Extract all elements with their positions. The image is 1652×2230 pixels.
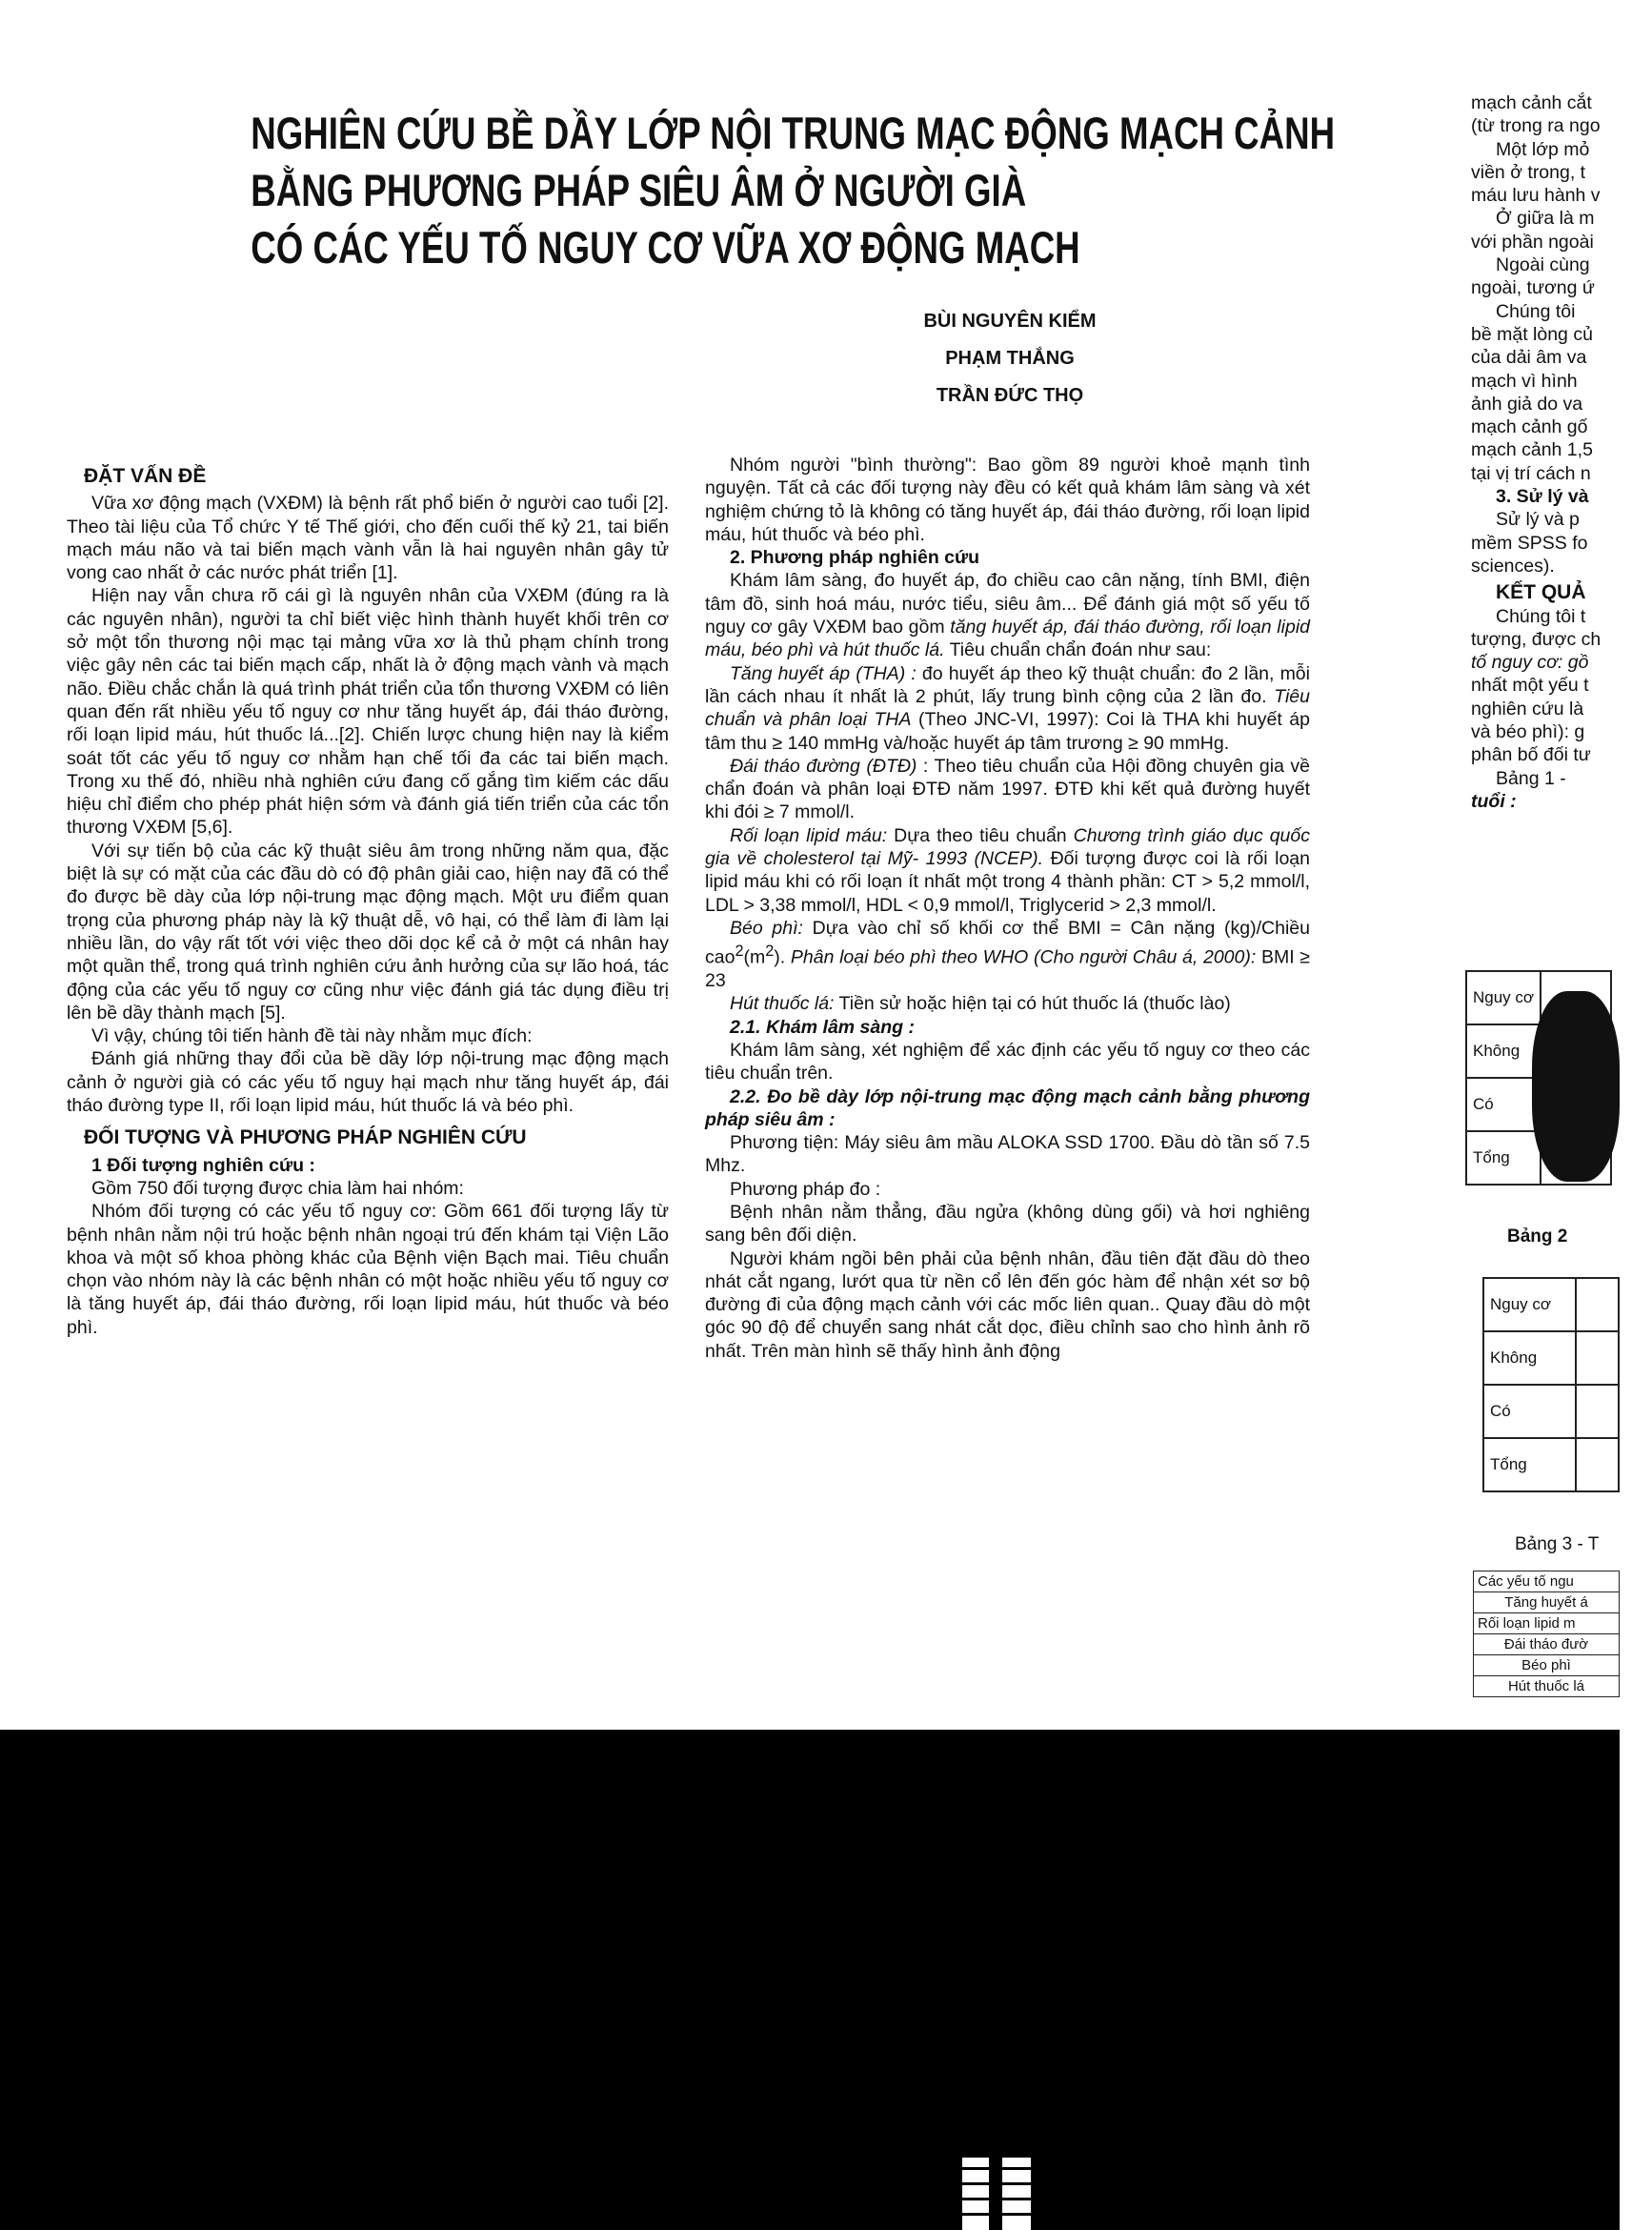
paragraph — [705, 992, 1310, 1015]
author-list — [857, 303, 1162, 415]
table-caption: Bảng 2 — [1507, 1226, 1568, 1247]
section-heading: ĐẶT VẤN ĐỀ — [84, 465, 207, 487]
text-line: mềm SPSS fo — [1471, 532, 1588, 554]
term-label: Béo phì: — [730, 917, 803, 939]
text-run: Tiêu chuẩn chẩn đoán như sau: — [944, 639, 1212, 661]
column-right-cropped — [1471, 91, 1652, 813]
table-3-fragment — [1473, 1571, 1620, 1697]
section-heading: KẾT QUẢ — [1496, 581, 1586, 604]
paragraph: Gồm 750 đối tượng được chia làm hai nhóm: — [91, 1177, 464, 1199]
paragraph: Vì vậy, chúng tôi tiến hành đề tài này nhằm mục đích: — [91, 1025, 533, 1047]
text-run: (m — [743, 946, 766, 968]
text-line: Chúng tôi t — [1496, 605, 1586, 627]
text-run: tăng huyết áp, đái tháo đường, rối loạn lipid máu, béo phì và hút thuốc lá. — [705, 617, 1310, 661]
text-line: tượng, được ch — [1471, 628, 1602, 650]
superscript: 2 — [765, 943, 775, 961]
column-middle — [705, 454, 1310, 1363]
table-row — [1474, 1634, 1620, 1655]
text-run: Dựa theo tiêu chuẩn — [887, 824, 1074, 846]
table-cell: Nguy cơ — [1466, 971, 1541, 1024]
text-line: của dải âm va — [1471, 347, 1587, 369]
table-caption: Bảng 3 - T — [1515, 1534, 1600, 1554]
text-run: Đối tượng được coi là rối loạn lipid máu khi có rối loạn ít nhất một trong 4 thành phần: CT > 5,2 mmol/l, LDL > 3,38 mmol/l, HDL < 0,9 mmol/l, Triglycerid > 2,3 mmol/l. — [705, 848, 1310, 916]
text-line: Ngoài cùng — [1496, 254, 1590, 276]
table-row — [1474, 1655, 1620, 1676]
text-run: Tiền sử hoặc hiện tại có hút thuốc lá (thuốc lào) — [834, 993, 1231, 1015]
text-line: nhất một yếu t — [1471, 675, 1589, 697]
paragraph: Người khám ngồi bên phải của bệnh nhân, đầu tiên đặt đầu dò theo nhát cắt ngang, lướt qua từ nền cổ lên đến góc hàm để nhận xét sơ bộ đường đi của động mạch cảnh với các mốc liên quan.. Quay đầu dò một góc 90 độ để chuyển sang nhát cắt dọc, điều chỉnh sao cho hình ảnh rõ nhất. Trên màn hình sẽ thấy hình ảnh động — [705, 1247, 1310, 1362]
table-cell: Rối loạn lipid m — [1474, 1613, 1620, 1634]
subsection-heading: 2.1. Khám lâm sàng : — [730, 1016, 915, 1038]
table-row — [1474, 1613, 1620, 1634]
text-line: Chúng tôi — [1496, 300, 1576, 322]
text-line: nghiên cứu là — [1471, 698, 1584, 720]
paragraph: Nhóm đối tượng có các yếu tố nguy cơ: Gồm 661 đối tượng lấy từ bệnh nhân nằm nội trú hoặc bệnh nhân ngoại trú đến khám tại Viện Lão khoa và một số khoa phòng khác của Bệnh viện Bạch mai. Tiêu chuẩn chọn vào nhóm này là các bệnh nhân có một hoặc nhiều yếu tố nguy cơ là tăng huyết áp, đái tháo đường, rối loạn lipid máu, hút thuốc và béo phì. — [67, 1201, 669, 1338]
paragraph: Phương pháp đo : — [730, 1178, 881, 1200]
title-line: NGHIÊN CỨU BỀ DẦY LỚP NỘI TRUNG MẠC ĐỘNG MẠCH CẢNH — [251, 108, 1336, 158]
text-line: ảnh giả do va — [1471, 393, 1583, 415]
paragraph — [705, 755, 1310, 824]
text-line: với phần ngoài — [1471, 231, 1594, 253]
text-line: Sử lý và p — [1496, 509, 1580, 531]
title-line: CÓ CÁC YẾU TỐ NGUY CƠ VỮA XƠ ĐỘNG MẠCH — [251, 222, 1080, 273]
text-line: sciences). — [1471, 555, 1555, 577]
term-label: Rối loạn lipid máu: — [730, 824, 888, 846]
text-line: mạch vì hình — [1471, 370, 1578, 392]
text-line: Một lớp mỏ — [1496, 138, 1590, 160]
article-title — [251, 105, 1336, 276]
title-line: BẰNG PHƯƠNG PHÁP SIÊU ÂM Ở NGƯỜI GIÀ — [251, 165, 1027, 215]
table-caption: tuổi : — [1471, 790, 1517, 812]
paragraph: Đánh giá những thay đổi của bề dầy lớp nội-trung mạc động mạch cảnh ở người già có các yếu tố nguy hại mạch như tăng huyết áp, đái tháo đường type II, rối loạn lipid máu, hút thuốc lá và béo phì. — [67, 1048, 669, 1117]
text-line: Ở giữa là m — [1496, 208, 1595, 230]
table-cell: Không — [1466, 1024, 1541, 1078]
author: TRẦN ĐỨC THỌ — [936, 385, 1084, 406]
table-caption: Bảng 1 - — [1496, 767, 1566, 789]
text-line: ngoài, tương ứ — [1471, 277, 1595, 299]
text-run: Chương trình giáo dục quốc gia về cholesterol tại Mỹ- 1993 (NCEP). — [705, 824, 1310, 870]
table-cell: Béo phì — [1474, 1655, 1620, 1676]
text-run: Tiêu chuẩn và phân loại THA — [705, 685, 1310, 731]
subsection-heading: 2. Phương pháp nghiên cứu — [730, 547, 980, 569]
scan-mark — [1002, 2154, 1031, 2230]
table-cell — [1576, 1331, 1619, 1385]
subsection-heading: 1 Đối tượng nghiên cứu : — [91, 1154, 315, 1176]
table-row — [1483, 1385, 1619, 1438]
table-2-fragment — [1482, 1277, 1620, 1492]
table-row — [1483, 1331, 1619, 1385]
table-row — [1474, 1676, 1620, 1697]
paragraph: Phương tiện: Máy siêu âm mầu ALOKA SSD 1700. Đầu dò tần số 7.5 Mhz. — [705, 1132, 1310, 1177]
paragraph: Khám lâm sàng, xét nghiệm để xác định các yếu tố nguy cơ theo các tiêu chuẩn trên. — [705, 1039, 1310, 1085]
term-label: Hút thuốc lá: — [730, 993, 835, 1015]
term-label: Tăng huyết áp (THA) : — [730, 662, 917, 684]
table-cell — [1576, 1385, 1619, 1438]
text-line: (từ trong ra ngo — [1471, 115, 1601, 137]
table-row — [1483, 1278, 1619, 1331]
table-cell: Tổng — [1466, 1131, 1541, 1185]
text-line: bề mặt lòng củ — [1471, 323, 1593, 345]
paragraph: Với sự tiến bộ của các kỹ thuật siêu âm trong những năm qua, đặc biệt là sự có mặt của các đầu dò có độ phân giải cao, hiện nay đã có thể đo được bề dày của lớp nội-trung mạc động mạch. Một ưu điểm quan trọng của phương pháp này là kỹ thuật dễ, vô hại, có thể làm đi làm lại nhiều lần, do vậy rất tốt với việc theo dõi dọc kể cả ở một cá nhân hay một quần thể, trong quá trình nghiên cứu ảnh hưởng của sự lão hoá, tác động của các yếu tố nguy cơ cũng như việc đánh giá tác dụng điều trị lên bề dầy thành mạch [5]. — [67, 840, 669, 1024]
paragraph: Bệnh nhân nằm thẳng, đầu ngửa (không dùng gối) và hơi nghiêng sang bên đối diện. — [705, 1202, 1310, 1247]
text-line: mạch cảnh cắt — [1471, 92, 1592, 113]
paragraph — [705, 824, 1310, 917]
column-left — [67, 465, 669, 1339]
text-line: phân bố đối tư — [1471, 744, 1591, 766]
paragraph: Hiện nay vẫn chưa rõ cái gì là nguyên nhân của VXĐM (đúng ra là các nguyên nhân), người ta chỉ biết việc hình thành huyết khối trên cơ sở một tổn thương nội mạc tại mảng vữa xơ là thủ phạm chính trong việc gây nên các tai biến mạch cấp, nhất là ở động mạch vành và mạch não. Điều chắc chắn là quá trình phát triển của tổn thương VXĐM có liên quan đến rất nhiều yếu tố nguy cơ như tăng huyết áp, đái tháo đường, rối loạn lipid máu, hút thuốc lá...[2]. Chiến lược chung hiện nay là kiểm soát tốt các yếu tố nguy cơ nhằm hạn chế tối đa các tai biến mạch. Trong xu thế đó, nhiều nhà nghiên cứu đang cố gắng tìm kiếm các dấu hiệu chỉ điểm cho phép phát hiện sớm và đánh giá tiến triển của các tổn thương VXĐM [5,6]. — [67, 585, 669, 839]
text-run: : Theo tiêu chuẩn của Hội đồng chuyên gia về chẩn đoán và phân loại ĐTĐ năm 1997. ĐTĐ khi kết quả đường huyết khi đói ≥ 7 mmol/l. — [705, 755, 1310, 823]
table-row — [1474, 1592, 1620, 1613]
text-run: đo huyết áp theo kỹ thuật chuẩn: đo 2 lần, mỗi lần cách nhau ít nhất là 2 phút, lấy trung bình cộng của 2 lần đo. — [705, 662, 1310, 707]
text-run: (Theo JNC-VI, 1997): Coi là THA khi huyết áp tâm thu ≥ 140 mmHg và/hoặc huyết áp tâm trương ≥ 90 mmHg. — [705, 709, 1310, 754]
text-run: Dựa vào chỉ số khối cơ thể BMI = Cân nặng (kg)/Chiều cao — [705, 917, 1311, 968]
table-cell: Có — [1466, 1078, 1541, 1131]
text-line: và béo phì): g — [1471, 721, 1585, 743]
table-cell: Các yếu tố ngu — [1474, 1571, 1620, 1592]
text-line: tại vị trí cách n — [1471, 462, 1591, 484]
table-cell: Có — [1483, 1385, 1576, 1438]
table-row — [1474, 1571, 1620, 1592]
term-label: Đái tháo đường (ĐTĐ) — [730, 755, 917, 777]
table-cell: Đái tháo đườ — [1474, 1634, 1620, 1655]
table-cell: Hút thuốc lá — [1474, 1676, 1620, 1697]
text-run: Phân loại béo phì theo WHO (Cho người Châu á, 2000): — [790, 946, 1257, 968]
author: PHẠM THẮNG — [945, 348, 1075, 369]
table-cell: Nguy cơ — [1483, 1278, 1576, 1331]
superscript: 2 — [735, 943, 744, 961]
text-run: Khám lâm sàng, đo huyết áp, đo chiều cao cân nặng, tính BMI, điện tâm đồ, sinh hoá máu, nước tiểu, siêu âm... Để đánh giá một số yếu tố nguy cơ gây VXĐM bao gồm — [705, 570, 1310, 639]
paragraph — [705, 569, 1310, 661]
scan-black-border — [0, 1730, 1620, 2230]
text-line: tố nguy cơ: gồ — [1471, 652, 1589, 674]
paragraph — [705, 917, 1310, 992]
table-cell — [1576, 1438, 1619, 1491]
text-run: BMI ≥ 23 — [705, 946, 1310, 992]
text-line: mạch cảnh gố — [1471, 416, 1588, 438]
table-cell — [1576, 1278, 1619, 1331]
text-line: máu lưu hành v — [1471, 185, 1601, 207]
table-row — [1483, 1438, 1619, 1491]
paragraph: Vữa xơ động mạch (VXĐM) là bệnh rất phổ biến ở người cao tuổi [2]. Theo tài liệu của Tổ chức Y tế Thế giới, cho đến cuối thế kỷ 21, tai biến mạch máu não và tai biến mạch vành vẫn là hai nguyên nhân gây tử vong cao nhất ở các nước phát triển [1]. — [67, 493, 669, 584]
author: BÙI NGUYÊN KIỂM — [923, 311, 1097, 332]
table-cell: Tổng — [1483, 1438, 1576, 1491]
table-cell: Tăng huyết á — [1474, 1592, 1620, 1613]
scan-mark — [962, 2154, 989, 2230]
section-heading: ĐỐI TƯỢNG VÀ PHƯƠNG PHÁP NGHIÊN CỨU — [84, 1126, 527, 1149]
text-line: mạch cảnh 1,5 — [1471, 439, 1593, 461]
text-run: ). — [774, 946, 791, 968]
scan-smudge — [1532, 991, 1620, 1182]
paragraph — [705, 662, 1310, 755]
text-line: viền ở trong, t — [1471, 161, 1586, 183]
paragraph: Nhóm người "bình thường": Bao gồm 89 người khoẻ mạnh tình nguyện. Tất cả các đối tượng này đều có kết quả khám lâm sàng và xét nghiệm chứng tỏ là không có tăng huyết áp, đái tháo đường, rối loạn lipid máu, hút thuốc và béo phì. — [705, 455, 1310, 545]
subsection-heading: 3. Sử lý và — [1496, 486, 1589, 508]
table-cell: Không — [1483, 1331, 1576, 1385]
subsection-heading: 2.2. Đo bề dày lớp nội-trung mạc động mạch cảnh bằng phương pháp siêu âm : — [705, 1085, 1310, 1130]
